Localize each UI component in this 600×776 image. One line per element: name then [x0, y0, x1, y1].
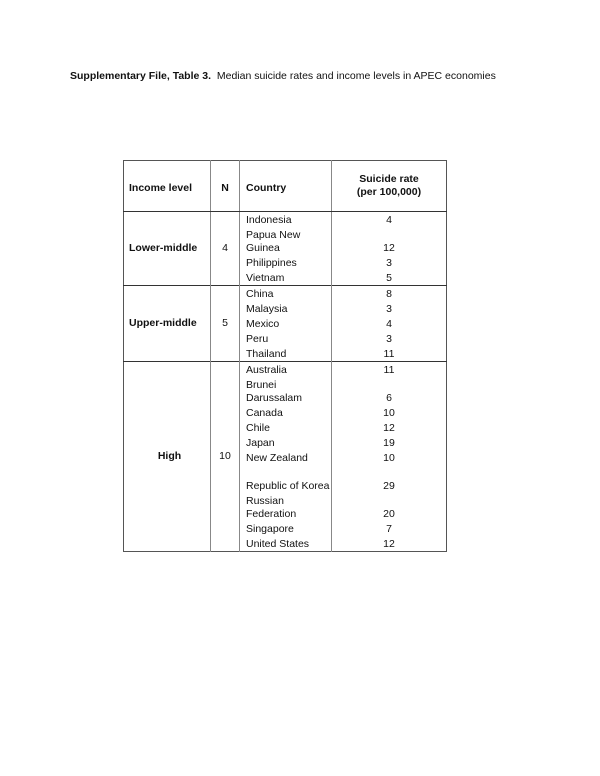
country-cell: Peru — [240, 331, 332, 346]
group-count: 5 — [211, 286, 240, 362]
country-cell: Indonesia — [240, 212, 332, 228]
country-cell: China — [240, 286, 332, 302]
header-rate-line2: (per 100,000) — [356, 186, 422, 198]
country-cell: Vietnam — [240, 270, 332, 286]
rate-cell: 11 — [383, 348, 395, 360]
country-cell: Russian Federation — [240, 493, 332, 521]
rate-cell: 10 — [383, 407, 395, 419]
group-count: 10 — [211, 362, 240, 552]
country-cell: United States — [240, 536, 332, 552]
header-n: N — [211, 161, 240, 212]
group-label: High — [124, 362, 211, 552]
rate-cell: 12 — [383, 242, 395, 254]
rate-cell: 4 — [386, 318, 392, 330]
rate-cell: 4 — [332, 212, 447, 228]
table-row — [124, 212, 447, 228]
rate-cell: 19 — [383, 437, 395, 449]
table-row — [124, 362, 447, 378]
country-cell: Papua New Guinea — [240, 227, 332, 255]
suicide-rate-table — [123, 160, 447, 552]
group-label: Upper-middle — [124, 286, 211, 362]
table-caption — [70, 70, 496, 82]
country-cell: Canada — [240, 405, 332, 420]
rate-cell: 12 — [383, 538, 395, 550]
header-row — [124, 161, 447, 212]
table-row — [124, 286, 447, 302]
header-country: Country — [240, 161, 332, 212]
country-cell: Japan — [240, 435, 332, 450]
rate-cell: 20 — [383, 508, 395, 520]
country-cell: Philippines — [240, 255, 332, 270]
caption-label: Supplementary File, Table 3. — [70, 70, 212, 82]
country-cell: Thailand — [240, 346, 332, 362]
header-rate-line1: Suicide rate — [359, 173, 419, 185]
country-cell: Brunei Darussalam — [240, 377, 332, 405]
rate-cell: 10 — [383, 452, 395, 464]
rate-cell: 8 — [332, 286, 447, 302]
country-cell: Mexico — [240, 316, 332, 331]
rate-cell: 3 — [386, 257, 392, 269]
rate-cell: 12 — [383, 422, 395, 434]
rate-cell: 7 — [386, 523, 392, 535]
rate-cell: 6 — [386, 392, 392, 404]
header-suicide-rate — [332, 161, 447, 212]
rate-cell: 11 — [332, 362, 447, 378]
rate-cell: 5 — [386, 272, 392, 284]
country-cell: Malaysia — [240, 301, 332, 316]
rate-cell: 29 — [383, 480, 395, 492]
header-income-level: Income level — [124, 161, 211, 212]
caption-text: Median suicide rates and income levels in APEC economies — [216, 70, 496, 82]
country-cell: Singapore — [240, 521, 332, 536]
country-cell: Australia — [240, 362, 332, 378]
group-label: Lower-middle — [124, 212, 211, 286]
group-count: 4 — [211, 212, 240, 286]
rate-cell: 3 — [386, 333, 392, 345]
country-cell: Republic of Korea — [240, 465, 332, 493]
country-cell: Chile — [240, 420, 332, 435]
rate-cell: 3 — [386, 303, 392, 315]
country-cell: New Zealand — [240, 450, 332, 465]
